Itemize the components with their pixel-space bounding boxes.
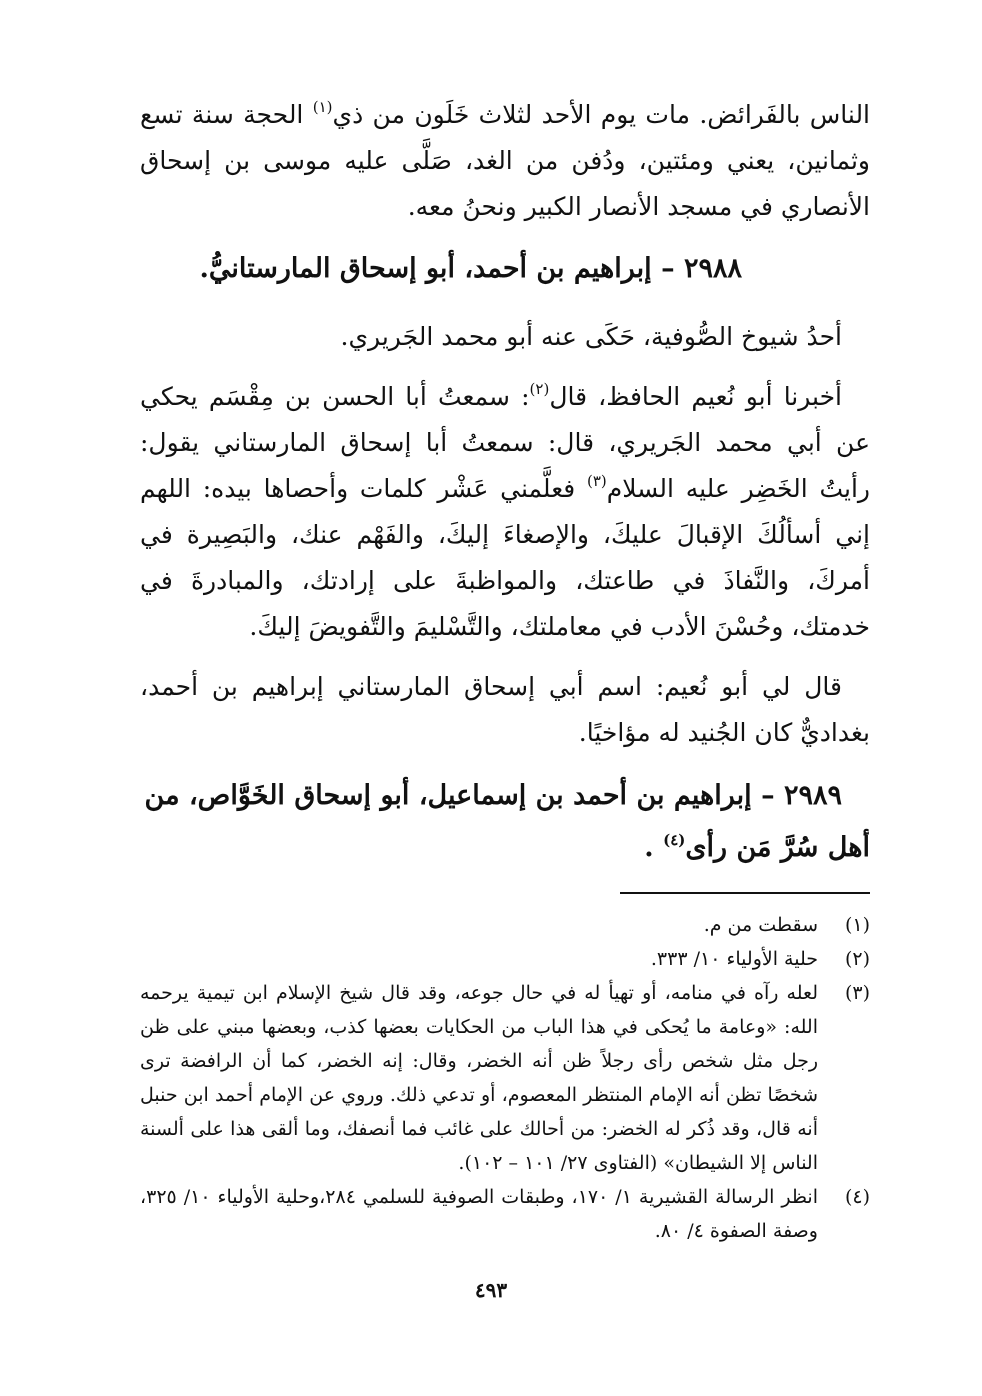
footnote-2 bbox=[140, 942, 870, 976]
footnote-number: (٢) bbox=[844, 948, 870, 970]
spacer bbox=[140, 230, 870, 244]
footnote-number: (٤) bbox=[844, 1186, 870, 1208]
footnote-text: لعله رآه في منامه، أو تهيأ له في حال جوعه، وقد قال شيخ الإسلام ابن تيمية يرحمه الله: «وعامة ما يُحكى في هذا الباب من الحكايات بعضها كذب، وبعضها مبني على ظن رجل مثل شخص رأى رجلاً ظن أنه الخضر، وقال: إنه الخضر، كما أن الرافضة ترى شخصًا تظن أنه الإمام المنتظر المعصوم، أو تدعي ذلك. وروي عن الإمام أحمد ابن حنبل أنه قال، وقد ذُكر له الخضر: من أحالك على غائب فما أنصفك، وما ألقى هذا على ألسنة الناس إلا الشيطان» (الفتاوى ٢٧/ ١٠١ – ١٠٢). bbox=[140, 982, 818, 1174]
page-body bbox=[140, 92, 870, 1248]
paragraph-opening-text-rest: الحجة سنة تسع وثمانين، يعني ومئتين، ودُفن من الغد، صَلَّى عليه موسى بن إسحاق الأنصاري في مسجد الأنصار الكبير ونحنُ معه. bbox=[140, 100, 870, 221]
spacer bbox=[140, 756, 870, 770]
footnote-ref-1: (١) bbox=[312, 98, 333, 116]
spacer bbox=[140, 294, 870, 314]
entry-heading-2989 bbox=[140, 770, 870, 874]
footnote-text: حلية الأولياء ١٠/ ٣٣٣. bbox=[650, 948, 818, 970]
footnotes-list bbox=[140, 908, 870, 1248]
entry-heading-2989-end: . bbox=[644, 832, 664, 863]
footnote-4 bbox=[140, 1180, 870, 1248]
page-number: ٤٩٣ bbox=[474, 1278, 508, 1302]
narration-text-c: فعلَّمني عَشْر كلمات وأحصاها بيده: اللهم إني أسألُكَ الإقبالَ عليكَ، والإصغاءَ إليكَ، والفَهْم عنك، والبَصِيرة في أمركَ، والنَّفاذَ في طاعتك، والمواظبةَ على إرادتك، والمبادرةَ في خدمتك، وحُسْنَ الأدب في معاملتك، والتَّسْليمَ والتَّفويضَ إليكَ. bbox=[140, 474, 870, 641]
footnote-ref-3: (٣) bbox=[586, 472, 607, 490]
paragraph-narration bbox=[140, 374, 870, 650]
entry-heading-2988: ٢٩٨٨ – إبراهيم بن أحمد، أبو إسحاق المارستانيُّ. bbox=[199, 253, 742, 284]
footnote-text: سقطت من م. bbox=[703, 914, 818, 936]
footnote-ref-2: (٢) bbox=[529, 380, 550, 398]
footnote-text: انظر الرسالة القشيرية ١/ ١٧٠، وطبقات الصوفية للسلمي ٢٨٤،وحلية الأولياء ١٠/ ٣٢٥، وصفة الصفوة ٤/ ٨٠. bbox=[140, 1186, 818, 1242]
spacer bbox=[140, 360, 870, 374]
footnote-3 bbox=[140, 976, 870, 1180]
narration-text-b: : سمعتُ أبا الحسن بن مِقْسَم يحكي عن أبي محمد الجَريري، قال: سمعتُ أبا إسحاق المارستاني يقول: رأيتُ الخَضِر عليه السلام bbox=[140, 382, 870, 503]
footnote-separator bbox=[620, 892, 870, 894]
footnote-number: (٣) bbox=[844, 982, 870, 1004]
paragraph-opening bbox=[140, 92, 870, 230]
footnote-ref-4: (٤) bbox=[663, 831, 686, 849]
spacer bbox=[140, 650, 870, 664]
paragraph-opening-text: الناس بالفَرائض. مات يوم الأحد لثلاث خَلَون من ذي bbox=[332, 100, 871, 129]
footnote-number: (١) bbox=[844, 914, 870, 936]
narration-text-a: أخبرنا أبو نُعيم الحافظ، قال bbox=[549, 382, 843, 411]
paragraph-note: قال لي أبو نُعيم: اسم أبي إسحاق المارستاني إبراهيم بن أحمد، بغداديٌّ كان الجُنيد له مؤاخيًا. bbox=[140, 672, 870, 747]
paragraph-description: أحدُ شيوخ الصُّوفية، حَكَى عنه أبو محمد الجَريري. bbox=[340, 322, 842, 351]
entry-heading-2989-text: ٢٩٨٩ – إبراهيم بن أحمد بن إسماعيل، أبو إسحاق الخَوَّاص، من أهل سُرَّ مَن رأى bbox=[144, 780, 870, 863]
footnote-1 bbox=[140, 908, 870, 942]
